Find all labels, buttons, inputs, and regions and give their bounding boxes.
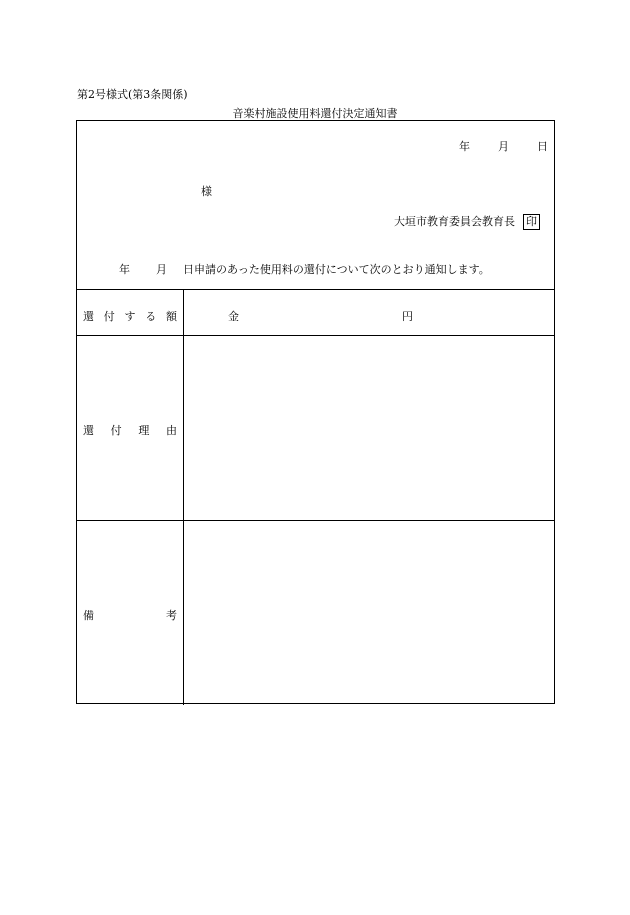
issuer-title: 大垣市教育委員会教育長: [394, 215, 515, 228]
divider: [77, 520, 554, 521]
label-column-divider: [183, 289, 184, 705]
addressee-suffix: 様: [201, 185, 212, 198]
issue-date-day: 日: [537, 140, 548, 153]
form-title: 音楽村施設使用料還付決定通知書: [232, 107, 398, 120]
remarks-label: 備 考: [83, 609, 177, 622]
notice-text: [119, 261, 490, 277]
notice-month: 月: [156, 263, 167, 276]
divider: [77, 289, 554, 290]
divider: [77, 335, 554, 336]
notice-form: [76, 120, 555, 704]
seal-mark: 印: [523, 214, 540, 230]
issue-date-month: 月: [498, 140, 509, 153]
refund-amount-label: 還 付 す る 額: [83, 310, 177, 323]
notice-year: 年: [119, 263, 130, 276]
refund-reason-label: 還 付 理 由: [83, 424, 177, 437]
issue-date: [459, 138, 548, 154]
amount-unit: 円: [402, 310, 413, 323]
issuer: [394, 213, 540, 230]
notice-body: 日申請のあった使用料の還付について次のとおり通知します。: [183, 263, 490, 276]
amount-prefix: 金: [228, 310, 239, 323]
form-number: 第2号様式(第3条関係): [77, 88, 188, 101]
issue-date-year: 年: [459, 140, 470, 153]
